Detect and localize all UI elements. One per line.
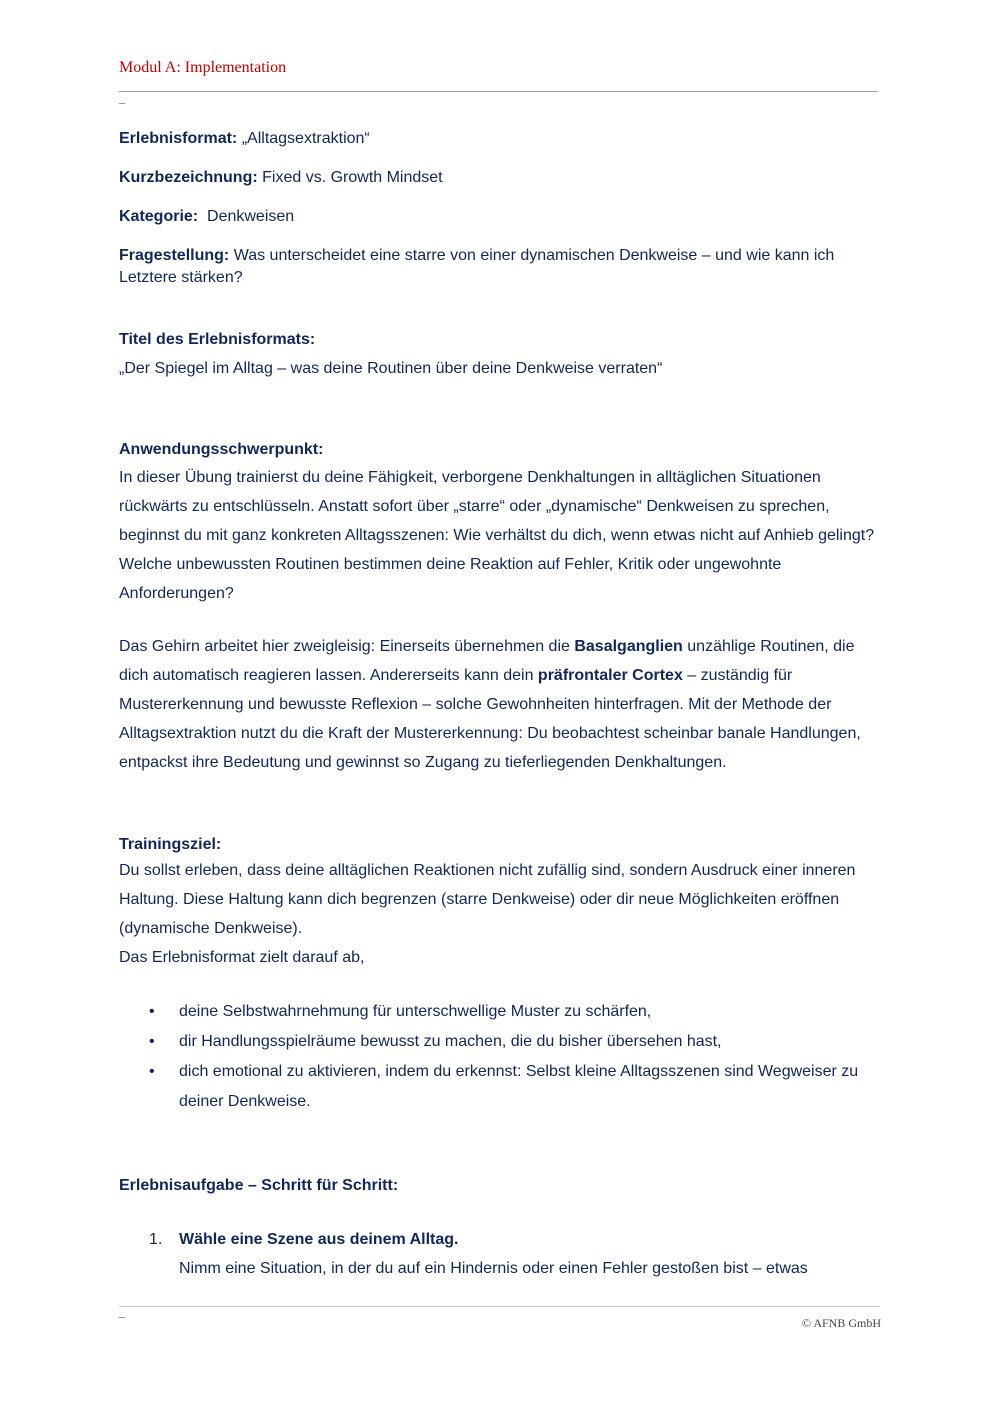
list-item-text: dich emotional zu aktivieren, indem du erkennst: Selbst kleine Alltagsszenen sind Wegweiser zu deiner Denkweise. [179, 1063, 859, 1110]
step-title: Wähle eine Szene aus deinem Alltag. [179, 1231, 459, 1248]
bullet-icon: • [149, 1033, 155, 1050]
field-label: Fragestellung: [119, 247, 230, 264]
bullet-icon: • [149, 1003, 155, 1020]
step-list [119, 1225, 881, 1283]
module-title: Modul A: Implementation [119, 59, 287, 76]
list-item [119, 1057, 881, 1117]
field-value: Was unterscheidet eine starre von einer dynamischen Denkweise – und wie kann ich Letztere stärken? [119, 247, 835, 286]
list-item [119, 1225, 881, 1283]
paragraph: In dieser Übung trainierst du deine Fähigkeit, verborgene Denkhaltungen in alltäglichen Situationen rückwärts zu entschlüsseln. Anstatt sofort über „starre“ oder „dynamische“ Denkweisen zu sprechen, beginnst du mit ganz konkreten Alltagsszenen: Wie verhältst du dich, wenn etwas nicht auf Anhieb gelingt? Welche unbewussten Routinen bestimmen deine Reaktion auf Fehler, Kritik oder ungewohnte Anforderungen? [119, 469, 875, 602]
field-value: „Alltagsextraktion“ [241, 130, 370, 147]
step-number: 1. [149, 1231, 163, 1248]
paragraph: Das Erlebnisformat zielt darauf ab, [119, 949, 365, 966]
list-item [119, 997, 881, 1027]
field-erlebnisformat [119, 128, 370, 150]
section-heading: Trainingsziel: [119, 836, 222, 853]
section-heading: Erlebnisaufgabe – Schritt für Schritt: [119, 1177, 399, 1194]
section-titel [119, 329, 881, 380]
section-anwendungsschwerpunkt [119, 439, 881, 777]
bullet-icon: • [149, 1063, 155, 1080]
list-item-text: dir Handlungsspielräume bewusst zu machen, die du bisher übersehen hast, [179, 1033, 722, 1050]
list-item [119, 1027, 881, 1057]
paragraph: Du sollst erleben, dass deine alltäglichen Reaktionen nicht zufällig sind, sondern Ausdruck einer inneren Haltung. Diese Haltung kann dich begrenzen (starre Denkweise) oder dir neue Möglichkeiten eröffnen (dynamische Denkweise). [119, 862, 856, 937]
text-run: – zuständig für Mustererkennung und bewusste Reflexion – solche Gewohnheiten hinterfragen. Mit der Methode der Alltagsextraktion nutzt du die Kraft der Mustererkennung: Du beobachtest scheinbar banale Handlungen, entpackst ihre Bedeutung und gewinnst so Zugang zu tieferliegenden Denkhaltungen. [119, 667, 861, 771]
text-run: unzählige Routinen, die dich automatisch reagieren lassen. Andererseits kann dein [119, 638, 855, 684]
footer-copyright: © AFNB GmbH [801, 1316, 881, 1330]
field-value: Denkweisen [207, 208, 295, 225]
footer-tick-mark [119, 1317, 125, 1318]
section-title-value: „Der Spiegel im Alltag – was deine Routinen über deine Denkweise verraten“ [119, 360, 663, 377]
bold-term: Basalganglien [574, 638, 683, 655]
field-kurzbezeichnung [119, 167, 443, 189]
section-trainingsziel [119, 834, 881, 1117]
section-heading: Titel des Erlebnisformats: [119, 331, 316, 348]
bullet-list [119, 997, 881, 1117]
field-value: Fixed vs. Growth Mindset [262, 169, 443, 186]
section-heading: Anwendungsschwerpunkt: [119, 441, 324, 458]
field-label: Kategorie: [119, 208, 199, 225]
text-run: Das Gehirn arbeitet hier zweigleisig: Einerseits übernehmen die [119, 638, 575, 655]
section-erlebnisaufgabe [119, 1175, 881, 1283]
list-item-text: deine Selbstwahrnehmung für unterschwellige Muster zu schärfen, [179, 1003, 652, 1020]
bold-term: präfrontaler Cortex [537, 667, 683, 684]
footer-divider [119, 1306, 880, 1307]
field-label: Kurzbezeichnung: [119, 169, 258, 186]
header-tick-mark [119, 103, 125, 104]
field-label: Erlebnisformat: [119, 130, 238, 147]
field-fragestellung [119, 245, 881, 289]
header-divider [119, 91, 878, 92]
field-kategorie [119, 206, 294, 228]
step-text: Nimm eine Situation, in der du auf ein Hindernis oder einen Fehler gestoßen bist – etwas [179, 1260, 808, 1277]
paragraph [119, 632, 881, 777]
